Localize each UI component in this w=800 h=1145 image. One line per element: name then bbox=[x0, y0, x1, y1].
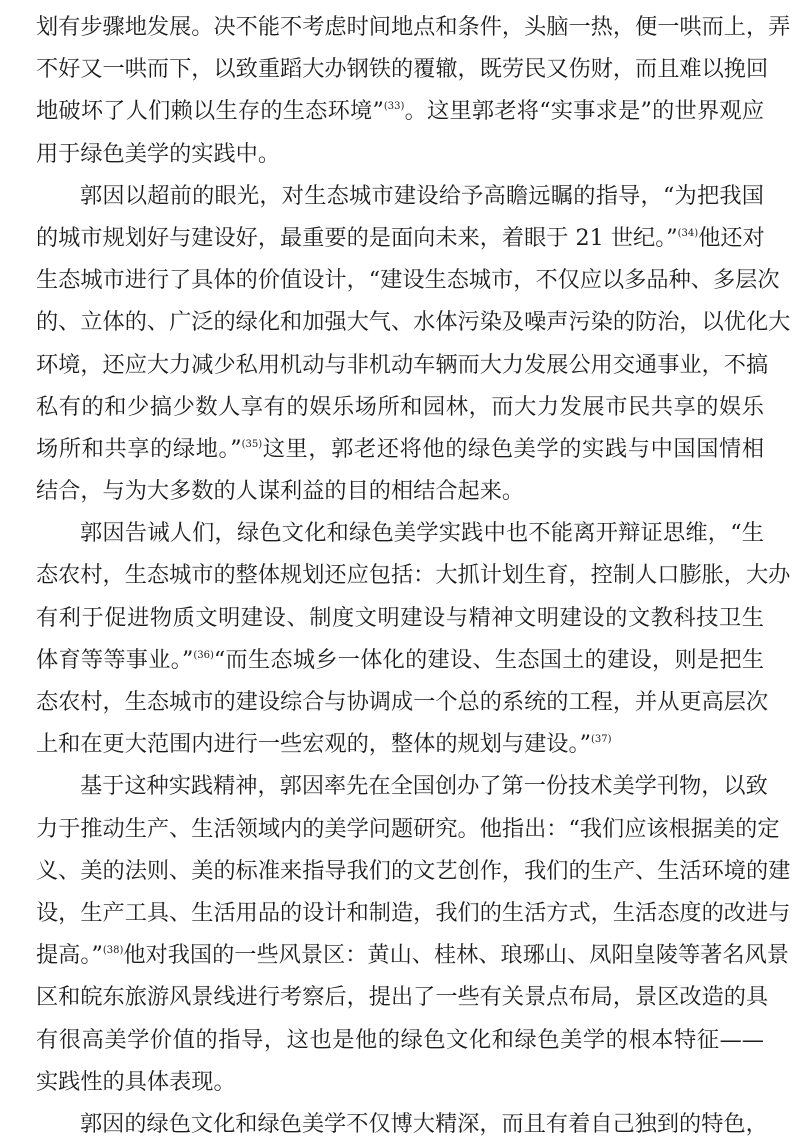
text-segment: 的、立体的、广泛的绿化和加强大气、水体污染及噪声污染的防治，以优化大 bbox=[36, 309, 791, 336]
text-segment: 不好又一哄而下，以致重蹈大办钢铁的覆辙，既劳民又伤财，而且难以挽回 bbox=[36, 56, 769, 83]
text-line bbox=[36, 90, 764, 132]
text-segment: 力于推动生产、生活领域内的美学问题研究。他指出：“我们应该根据美的定 bbox=[36, 815, 780, 842]
text-segment: 上和在更大范围内进行一些宏观的，整体的规划与建设。” bbox=[36, 731, 591, 758]
text-line bbox=[36, 639, 764, 681]
text-line bbox=[36, 133, 764, 175]
text-segment: 私有的和少搞少数人享有的娱乐场所和园林，而大力发展市民共享的娱乐 bbox=[36, 393, 764, 420]
text-segment: 体育等等事业。” bbox=[36, 646, 194, 673]
text-segment: 有利于促进物质文明建设、制度文明建设与精神文明建设的文教科技卫生 bbox=[36, 604, 764, 631]
text-line bbox=[36, 428, 764, 470]
text-segment: 这里，郭老还将他的绿色美学的实践与中国国情相 bbox=[262, 435, 765, 462]
text-segment: 郭因的绿色文化和绿色美学不仅博大精深，而且有着自己独到的特色， bbox=[80, 1110, 768, 1137]
text-line bbox=[36, 6, 791, 48]
text-line bbox=[36, 808, 780, 850]
text-segment: 地破坏了人们赖以生存的生态环境” bbox=[36, 98, 384, 125]
text-line bbox=[36, 850, 791, 892]
text-line bbox=[36, 934, 789, 976]
text-line bbox=[36, 512, 764, 554]
text-line bbox=[36, 892, 791, 934]
footnote-ref: (38) bbox=[102, 945, 124, 957]
text-line bbox=[36, 723, 764, 765]
text-line bbox=[36, 301, 791, 343]
text-line bbox=[36, 554, 791, 596]
text-segment: 义、美的法则、美的标准来指导我们的文艺创作，我们的生产、生活环境的建 bbox=[36, 857, 791, 884]
text-segment: 区和皖东旅游风景线进行考察后，提出了一些有关景点布局，景区改造的具 bbox=[36, 984, 769, 1011]
text-segment: 的城市规划好与建设好，最重要的是面向未来，着眼于 21 世纪。” bbox=[36, 224, 678, 251]
text-segment: 他还对 bbox=[698, 224, 765, 251]
footnote-ref: (35) bbox=[241, 438, 263, 450]
footnote-ref: (34) bbox=[677, 227, 699, 239]
text-segment: 基于这种实践精神，郭因率先在全国创办了第一份技术美学刊物，以致 bbox=[80, 773, 768, 800]
text-segment: 态农村，生态城市的整体规划还应包括：大抓计划生育，控制人口膨胀，大办 bbox=[36, 562, 791, 589]
text-line bbox=[36, 1019, 764, 1061]
text-line bbox=[36, 217, 764, 259]
text-line bbox=[36, 386, 764, 428]
text-line bbox=[36, 1103, 768, 1145]
text-segment: 设，生产工具、生活用品的设计和制造，我们的生活方式，生活态度的改进与 bbox=[36, 899, 791, 926]
text-segment: 实践性的具体表现。 bbox=[36, 1068, 236, 1095]
text-segment: 环境，还应大力减少私用机动与非机动车辆而大力发展公用交通事业，不搞 bbox=[36, 351, 769, 378]
text-segment: 。这里郭老将“实事求是”的世界观应 bbox=[404, 98, 765, 125]
text-segment: 生态城市进行了具体的价值设计，“建设生态城市，不仅应以多品种、多层次 bbox=[36, 267, 780, 294]
text-line bbox=[36, 765, 768, 807]
text-line bbox=[36, 344, 769, 386]
text-line bbox=[36, 597, 764, 639]
text-segment: 结合，与为大多数的人谋利益的目的相结合起来。 bbox=[36, 478, 525, 505]
text-segment: 态农村，生态城市的建设综合与协调成一个总的系统的工程，并从更高层次 bbox=[36, 689, 769, 715]
text-segment: 用于绿色美学的实践中。 bbox=[36, 140, 281, 167]
text-segment: 他对我国的一些风景区：黄山、桂林、琅琊山、凤阳皇陵等著名风景 bbox=[123, 942, 789, 969]
text-line bbox=[36, 681, 769, 723]
text-segment: “而生态城乡一体化的建设、生态国土的建设，则是把生 bbox=[213, 646, 765, 673]
document-page bbox=[36, 6, 791, 1145]
text-line bbox=[36, 175, 764, 217]
text-segment: 场所和共享的绿地。” bbox=[36, 435, 242, 462]
text-segment: 郭因告诫人们，绿色文化和绿色美学实践中也不能离开辩证思维，“生 bbox=[80, 520, 764, 547]
text-segment: 提高。” bbox=[36, 942, 103, 969]
footnote-ref: (33) bbox=[383, 101, 405, 113]
footnote-ref: (36) bbox=[193, 649, 214, 661]
footnote-ref: (37) bbox=[590, 734, 612, 746]
text-line bbox=[36, 976, 769, 1018]
text-line bbox=[36, 1061, 764, 1103]
text-segment: 划有步骤地发展。决不能不考虑时间地点和条件，头脑一热，便一哄而上，弄 bbox=[36, 14, 791, 40]
text-line bbox=[36, 470, 764, 512]
text-line bbox=[36, 48, 769, 90]
text-segment: 有很高美学价值的指导，这也是他的绿色文化和绿色美学的根本特征—— bbox=[36, 1026, 764, 1053]
text-segment: 郭因以超前的眼光，对生态城市建设给予高瞻远瞩的指导，“为把我国 bbox=[80, 182, 764, 209]
text-line bbox=[36, 259, 780, 301]
